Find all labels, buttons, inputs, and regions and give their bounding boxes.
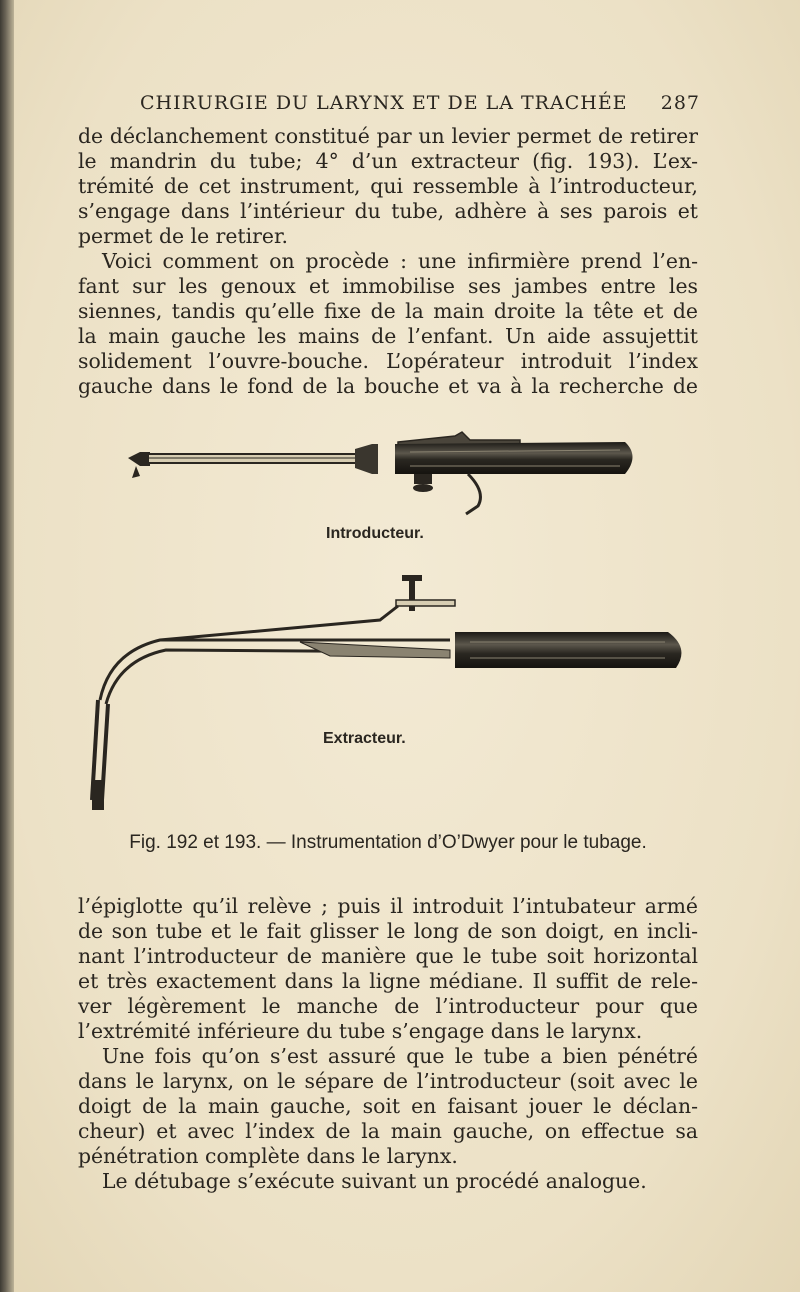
paragraph-3 [78,894,698,1044]
text-line: l’épiglotte qu’il relève ; puis il introduit l’intubateur armé [78,894,698,918]
text-line: fant sur les genoux et immobilise ses jambes entre les [78,274,698,298]
text-line: solidement l’ouvre-bouche. L’opérateur introduit l’index [78,349,698,373]
text-line: nant l’introducteur de manière que le tube soit horizontal [78,944,698,968]
text-line: Une fois qu’on s’est assuré que le tube a bien pénétré [102,1044,698,1068]
text-line: pénétration complète dans le larynx. [78,1144,458,1168]
text-line: siennes, tandis qu’elle fixe de la main droite la tête et de [78,299,698,323]
text-line: le mandrin du tube; 4° d’un extracteur (fig. 193). L’ex- [78,149,698,173]
paragraph-5 [78,1169,698,1194]
text-line: l’extrémité inférieure du tube s’engage dans le larynx. [78,1019,643,1043]
text-line: Le détubage s’exécute suivant un procédé analogue. [102,1169,647,1193]
text-line: cheur) et avec l’index de la main gauche, on effectue sa [78,1119,698,1143]
text-line: la main gauche les mains de l’enfant. Un aide assujettit [78,324,698,348]
text-line: Voici comment on procède : une infirmière prend l’en- [102,249,698,273]
text-line: de son tube et le fait glisser le long de son doigt, en incli- [78,919,698,943]
page-number: 287 [660,92,700,114]
text-line: et très exactement dans la ligne médiane. Il suffit de rele- [78,969,698,993]
text-line: gauche dans le fond de la bouche et va à la recherche de [78,374,698,398]
figure-caption: Fig. 192 et 193. — Instrumentation d’O’Dwyer pour le tubage. [129,832,647,853]
text-line: trémité de cet instrument, qui ressemble à l’introducteur, [78,174,698,198]
text-line: dans le larynx, on le sépare de l’introducteur (soit avec le [78,1069,698,1093]
text-line: permet de le retirer. [78,224,288,248]
paragraph-4 [78,1044,698,1169]
running-title: CHIRURGIE DU LARYNX ET DE LA TRACHÉE [140,92,628,114]
text-line: ver légèrement le manche de l’introducteur pour que [78,994,698,1018]
introducer-label: Introducteur. [326,525,424,542]
text-line: doigt de la main gauche, soit en faisant jouer le déclan- [78,1094,698,1118]
text-line: de déclanchement constitué par un levier permet de retirer [78,124,698,148]
extractor-label: Extracteur. [323,730,406,747]
text-line: s’engage dans l’intérieur du tube, adhère à ses parois et [78,199,698,223]
